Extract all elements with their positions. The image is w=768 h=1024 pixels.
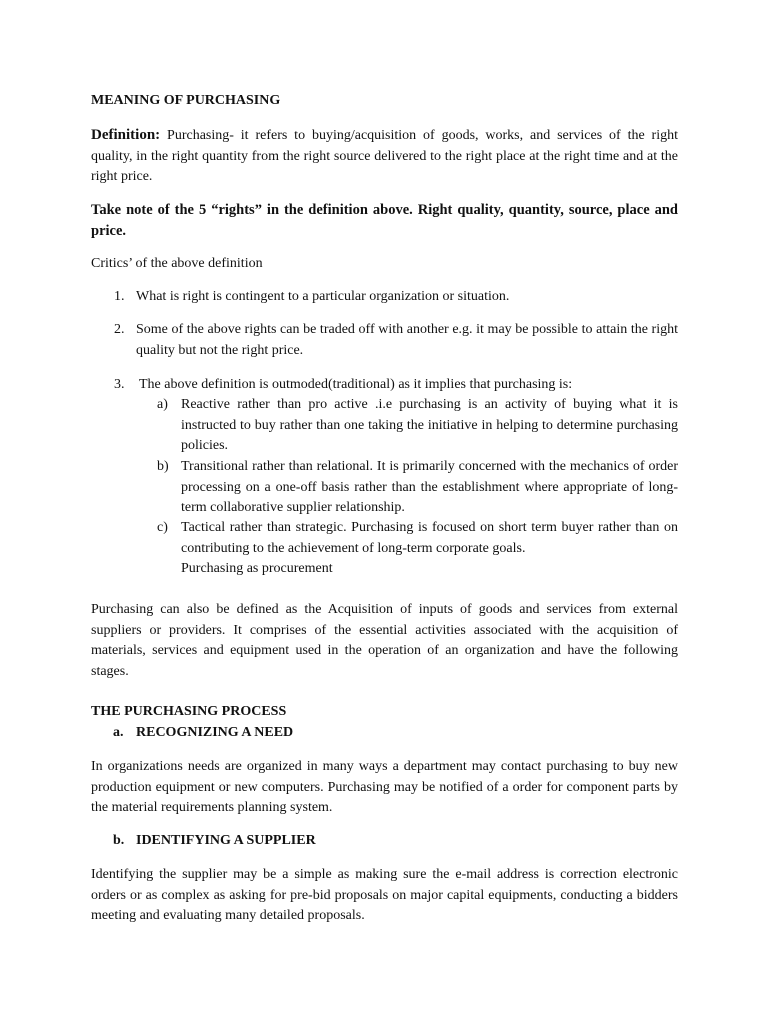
definition-text: Purchasing- it refers to buying/acquisition of goods, works, and services of the right quality, in the right quantity from the right source delivered to the right place at the right time and at the right price. — [91, 128, 678, 184]
critic-number: 2. — [114, 322, 125, 337]
stage-b-heading — [113, 831, 316, 851]
stage-b-paragraph: Identifying the supplier may be a simple as making sure the e-mail address is correction electronic orders or as complex as asking for pre-bid proposals on major capital equipments, conducting a bidders meeting and evaluating many detailed proposals. — [91, 867, 678, 923]
stage-letter: a. — [113, 725, 124, 740]
definition-paragraph — [91, 125, 678, 188]
stage-a-heading — [113, 723, 293, 743]
critics-heading: Critics’ of the above definition — [91, 256, 263, 271]
document-body — [91, 0, 678, 1024]
stage-letter: b. — [113, 833, 125, 848]
sub-item-letter: b) — [157, 459, 169, 474]
critic-text: What is right is contingent to a particular organization or situation. — [136, 289, 510, 304]
stage-a-paragraph: In organizations needs are organized in many ways a department may contact purchasing to buy new production equipment or new computers. Purchasing may be notified of a order for component parts by the material requirements planning system. — [91, 759, 678, 815]
procurement-paragraph: Purchasing can also be defined as the Acquisition of inputs of goods and services from external suppliers or providers. It comprises of the essential activities associated with the acquisition of materials, services and equipment used in the operation of an organization and have the following stages. — [91, 602, 678, 679]
critic-number: 1. — [114, 289, 125, 304]
sub-item-letter: a) — [157, 397, 168, 412]
rights-note: Take note of the 5 “rights” in the definition above. Right quality, quantity, source, place and price. — [91, 202, 678, 239]
sub-item-text: Tactical rather than strategic. Purchasing is focused on short term buyer rather than on contributing to the achievement of long-term corporate goals. — [181, 520, 678, 556]
stage-title: RECOGNIZING A NEED — [136, 725, 294, 740]
critic-text: The above definition is outmoded(traditional) as it implies that purchasing is: — [139, 377, 573, 392]
process-heading: THE PURCHASING PROCESS — [91, 704, 287, 719]
definition-label: Definition: — [91, 127, 161, 143]
critic-text: Some of the above rights can be traded off with another e.g. it may be possible to attain the right quality but not the right price. — [136, 322, 678, 358]
stage-title: IDENTIFYING A SUPPLIER — [136, 833, 316, 848]
page-title: MEANING OF PURCHASING — [91, 93, 281, 108]
sub-item-letter: c) — [157, 520, 168, 535]
sub-item-text: Reactive rather than pro active .i.e purchasing is an activity of buying what it is instructed to buy rather than one taking the initiative in helping to determine purchasing policies. — [181, 397, 678, 453]
sub-item-text: Transitional rather than relational. It is primarily concerned with the mechanics of order processing on a one-off basis rather than the establishment where appropriate of long-term collaborative supplier relationship. — [181, 459, 678, 515]
critic-number: 3. — [114, 377, 125, 392]
procurement-line: Purchasing as procurement — [181, 561, 333, 576]
